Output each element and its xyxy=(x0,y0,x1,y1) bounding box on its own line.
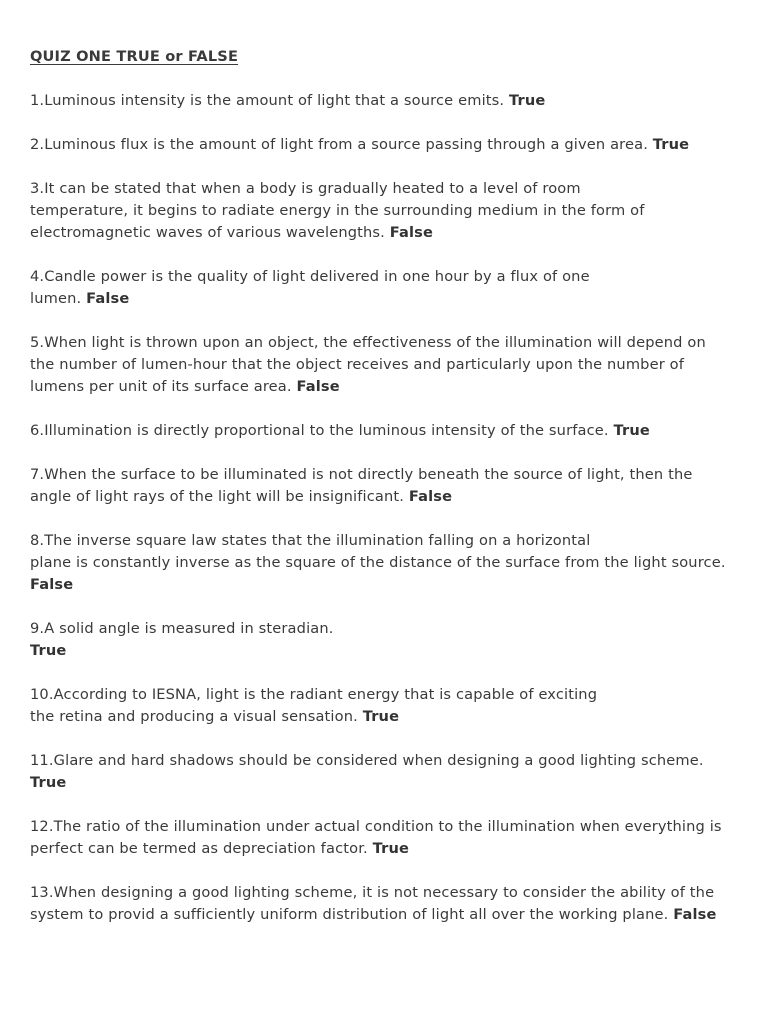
question-text: 2.Luminous flux is the amount of light from a source passing through a given area. xyxy=(30,136,648,153)
question-2 xyxy=(30,134,742,156)
question-text: 4.Candle power is the quality of light delivered in one hour by a flux of one lumen. xyxy=(30,268,590,307)
question-4 xyxy=(30,266,742,310)
question-text: 9.A solid angle is measured in steradian. xyxy=(30,620,334,637)
question-text: 3.It can be stated that when a body is gradually heated to a level of room temperature, it begins to radiate energy in the surrounding medium in the form of electromagnetic waves of various wavelengths. xyxy=(30,180,645,241)
answer-label: True xyxy=(30,642,67,659)
answer-label: False xyxy=(30,576,74,593)
answer-label: False xyxy=(86,290,130,307)
answer-label: True xyxy=(30,774,67,791)
answer-label: False xyxy=(673,906,717,923)
question-text: 6.Illumination is directly proportional to the luminous intensity of the surface. xyxy=(30,422,609,439)
answer-label: True xyxy=(372,840,410,857)
question-text: 1.Luminous intensity is the amount of light that a source emits. xyxy=(30,92,505,109)
question-10 xyxy=(30,684,742,728)
question-12 xyxy=(30,816,742,860)
question-7 xyxy=(30,464,742,508)
answer-label: True xyxy=(652,136,690,153)
question-11 xyxy=(30,750,742,794)
question-text: 7.When the surface to be illuminated is not directly beneath the source of light, then the angle of light rays of the light will be insignificant. xyxy=(30,466,693,505)
question-5 xyxy=(30,332,742,398)
question-6 xyxy=(30,420,742,442)
answer-label: False xyxy=(408,488,453,505)
answer-label: False xyxy=(296,378,340,395)
quiz-title: QUIZ ONE TRUE or FALSE xyxy=(30,48,239,65)
question-8 xyxy=(30,530,742,596)
question-text: 13.When designing a good lighting scheme, it is not necessary to consider the ability of the system to provid a sufficiently uniform distribution of light all over the working plane. xyxy=(30,884,715,923)
answer-label: False xyxy=(389,224,434,241)
question-9 xyxy=(30,618,742,662)
answer-label: True xyxy=(613,422,650,439)
answer-label: True xyxy=(509,92,546,109)
question-1 xyxy=(30,90,742,112)
question-3 xyxy=(30,178,742,244)
question-13 xyxy=(30,882,742,926)
question-text: 8.The inverse square law states that the illumination falling on a horizontal plane is constantly inverse as the square of the distance of the surface from the light source. xyxy=(30,532,726,571)
document-page xyxy=(30,46,742,948)
question-text: 11.Glare and hard shadows should be considered when designing a good lighting scheme. xyxy=(30,752,704,769)
answer-label: True xyxy=(362,708,400,725)
question-text: 12.The ratio of the illumination under actual condition to the illumination when everything is perfect can be termed as depreciation factor. xyxy=(30,818,722,857)
question-text: 5.When light is thrown upon an object, the effectiveness of the illumination will depend on the number of lumen-hour that the object receives and particularly upon the number of lumens per unit of its surface area. xyxy=(30,334,706,395)
question-text: 10.According to IESNA, light is the radiant energy that is capable of exciting the retina and producing a visual sensation. xyxy=(30,686,598,725)
